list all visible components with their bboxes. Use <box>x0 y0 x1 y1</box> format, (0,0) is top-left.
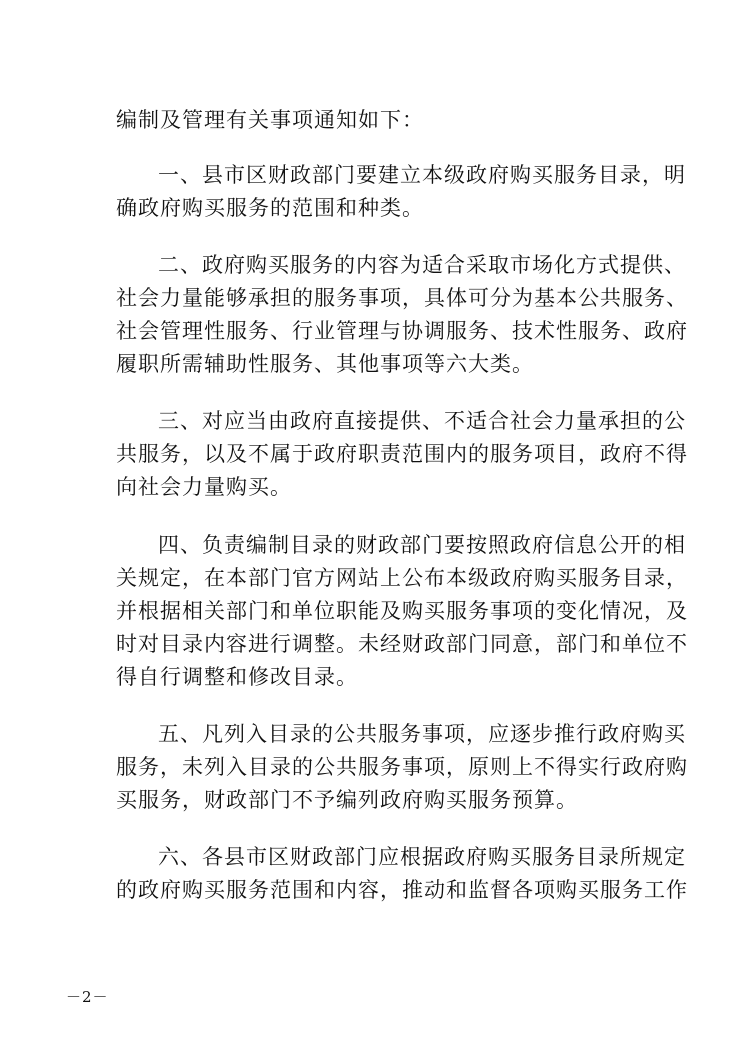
paragraph-1 <box>116 159 686 225</box>
paragraph-line: 的政府购买服务范围和内容，推动和监督各项购买服务工作 <box>116 878 688 902</box>
intro-line: 编制及管理有关事项通知如下： <box>116 108 424 132</box>
paragraph-3 <box>116 405 688 504</box>
paragraph-line: 五、凡列入目录的公共服务事项，应逐步推行政府购买 <box>158 722 686 746</box>
paragraph-line: 关规定，在本部门官方网站上公布本级政府购买服务目录， <box>116 566 688 590</box>
paragraph-6 <box>116 841 688 907</box>
paragraph-2 <box>116 249 688 381</box>
page-number: －2－ <box>66 988 109 1006</box>
paragraph-line: 社会力量能够承担的服务事项，具体可分为基本公共服务、 <box>116 286 688 310</box>
paragraph-5 <box>116 718 688 817</box>
paragraph-line: 得自行调整和修改目录。 <box>116 665 358 689</box>
paragraph-line: 四、负责编制目录的财政部门要按照政府信息公开的相 <box>158 533 686 557</box>
paragraph-line: 时对目录内容进行调整。未经财政部门同意，部门和单位不 <box>116 632 688 656</box>
paragraph-line: 二、政府购买服务的内容为适合采取市场化方式提供、 <box>158 253 686 277</box>
paragraph-line: 服务，未列入目录的公共服务事项，原则上不得实行政府购 <box>116 755 688 779</box>
paragraph-line: 并根据相关部门和单位职能及购买服务事项的变化情况，及 <box>116 599 688 623</box>
paragraph-4 <box>116 529 688 694</box>
document-body <box>116 104 688 907</box>
paragraph-line: 确政府购买服务的范围和种类。 <box>116 196 424 220</box>
paragraph-line: 社会管理性服务、行业管理与协调服务、技术性服务、政府 <box>116 319 688 343</box>
paragraph-line: 买服务，财政部门不予编列政府购买服务预算。 <box>116 788 578 812</box>
paragraph-line: 向社会力量购买。 <box>116 475 292 499</box>
paragraph-line: 六、各县市区财政部门应根据政府购买服务目录所规定 <box>158 845 686 869</box>
paragraph-line: 一、县市区财政部门要建立本级政府购买服务目录，明 <box>158 163 686 187</box>
paragraph-line: 共服务，以及不属于政府职责范围内的服务项目，政府不得 <box>116 442 688 466</box>
paragraph-line: 履职所需辅助性服务、其他事项等六大类。 <box>116 352 534 376</box>
paragraph-line: 三、对应当由政府直接提供、不适合社会力量承担的公 <box>158 409 686 433</box>
